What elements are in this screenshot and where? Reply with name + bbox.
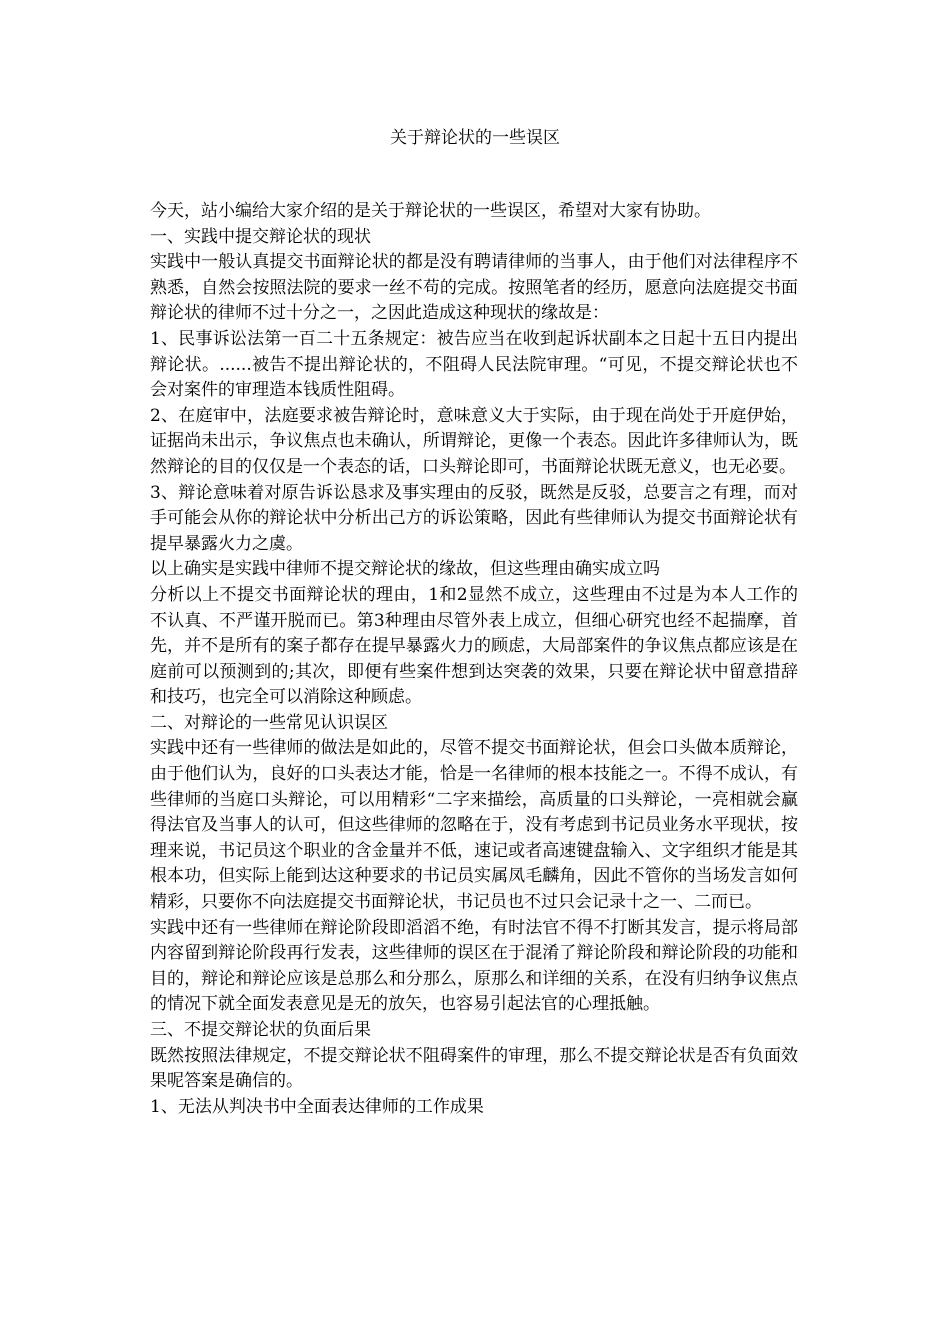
body-paragraph: 以上确实是实践中律师不提交辩论状的缘故，但这些理由确实成立吗 — [150, 559, 660, 580]
intro-paragraph: 今天，站小编给大家介绍的是关于辩论状的一些误区，希望对大家有协助。 — [150, 201, 711, 221]
body-paragraph: 1、民事诉讼法第一百二十五条规定：被告应当在收到起诉状副本之日起十五日内提出辩论状。......被告不提出辩论状的，不阻碍人民法院审理。“可见，不提交辩论状也不会对案件的审理造本钱质性阻碍。 — [150, 328, 798, 401]
body-paragraph: 实践中还有一些律师在辩论阶段即滔滔不绝，有时法官不得不打断其发言，提示将局部内容留到辩论阶段再行发表，这些律师的误区在于混淆了辩论阶段和辩论阶段的功能和目的，辩论和辩论应该是总那么和分那么，原那么和详细的关系，在没有归纳争议焦点的情况下就全面发表意见是无的放矢，也容易引起法官的心理抵触。 — [150, 917, 798, 1015]
body-paragraph: 3、辩论意味着对原告诉讼恳求及事实理由的反驳，既然是反驳，总要言之有理，而对手可能会从你的辩论状中分析出己方的诉讼策略，因此有些律师认为提交书面辩论状有提早暴露火力之虞。 — [150, 482, 798, 554]
body-paragraph: 1、无法从判决书中全面表达律师的工作成果 — [150, 1096, 484, 1117]
body-paragraph: 2、在庭审中，法庭要求被告辩论时，意味意义大于实际，由于现在尚处于开庭伊始，证据尚未出示，争议焦点也未确认，所谓辩论，更像一个表态。因此许多律师认为，既然辩论的目的仅仅是一个表态的话，口头辩论即可，书面辩论状既无意义，也无必要。 — [150, 405, 798, 477]
body-paragraph: 实践中一般认真提交书面辩论状的都是没有聘请律师的当事人，由于他们对法律程序不熟悉，自然会按照法院的要求一丝不苟的完成。按照笔者的经历，愿意向法庭提交书面辩论状的律师不过十分之一，之因此造成这种现状的缘故是： — [150, 252, 798, 324]
document-title: 关于辩论状的一些误区 — [390, 128, 560, 148]
section-heading-2: 二、对辩论的一些常见认识误区 — [150, 712, 388, 733]
document-body — [150, 199, 798, 1120]
section-heading-3: 三、不提交辩论状的负面后果 — [150, 1020, 371, 1040]
section-heading-1: 一、实践中提交辩论状的现状 — [150, 226, 371, 247]
body-paragraph: 实践中还有一些律师的做法是如此的，尽管不提交书面辩论状，但会口头做本质辩论，由于他们认为，良好的口头表达才能，恰是一名律师的根本技能之一。不得不成认，有些律师的当庭口头辩论，可以用精彩“二字来描绘，高质量的口头辩论，一亮相就会赢得法官及当事人的认可，但这些律师的忽略在于，没有考虑到书记员业务水平现状，按理来说，书记员这个职业的含金量并不低，速记或者高速键盘输入、文字组织才能是其根本功，但实际上能到达这种要求的书记员实属凤毛麟角，因此不管你的当场发言如何精彩，只要你不向法庭提交书面辩论状，书记员也不过只会记录十之一、二而已。 — [150, 738, 798, 913]
body-paragraph: 既然按照法律规定，不提交辩论状不阻碍案件的审理，那么不提交辩论状是否有负面效果呢答案是确信的。 — [150, 1045, 798, 1092]
body-paragraph: 分析以上不提交书面辩论状的理由，1和2显然不成立，这些理由不过是为本人工作的不认真、不严谨开脱而已。第3种理由尽管外表上成立，但细心研究也经不起揣摩，首先，并不是所有的案子都存在提早暴露火力的顾虑，大局部案件的争议焦点都应该是在庭前可以预测到的;其次，即便有些案件想到达突袭的效果，只要在辩论状中留意措辞和技巧，也完全可以消除这种顾虑。 — [150, 584, 798, 708]
